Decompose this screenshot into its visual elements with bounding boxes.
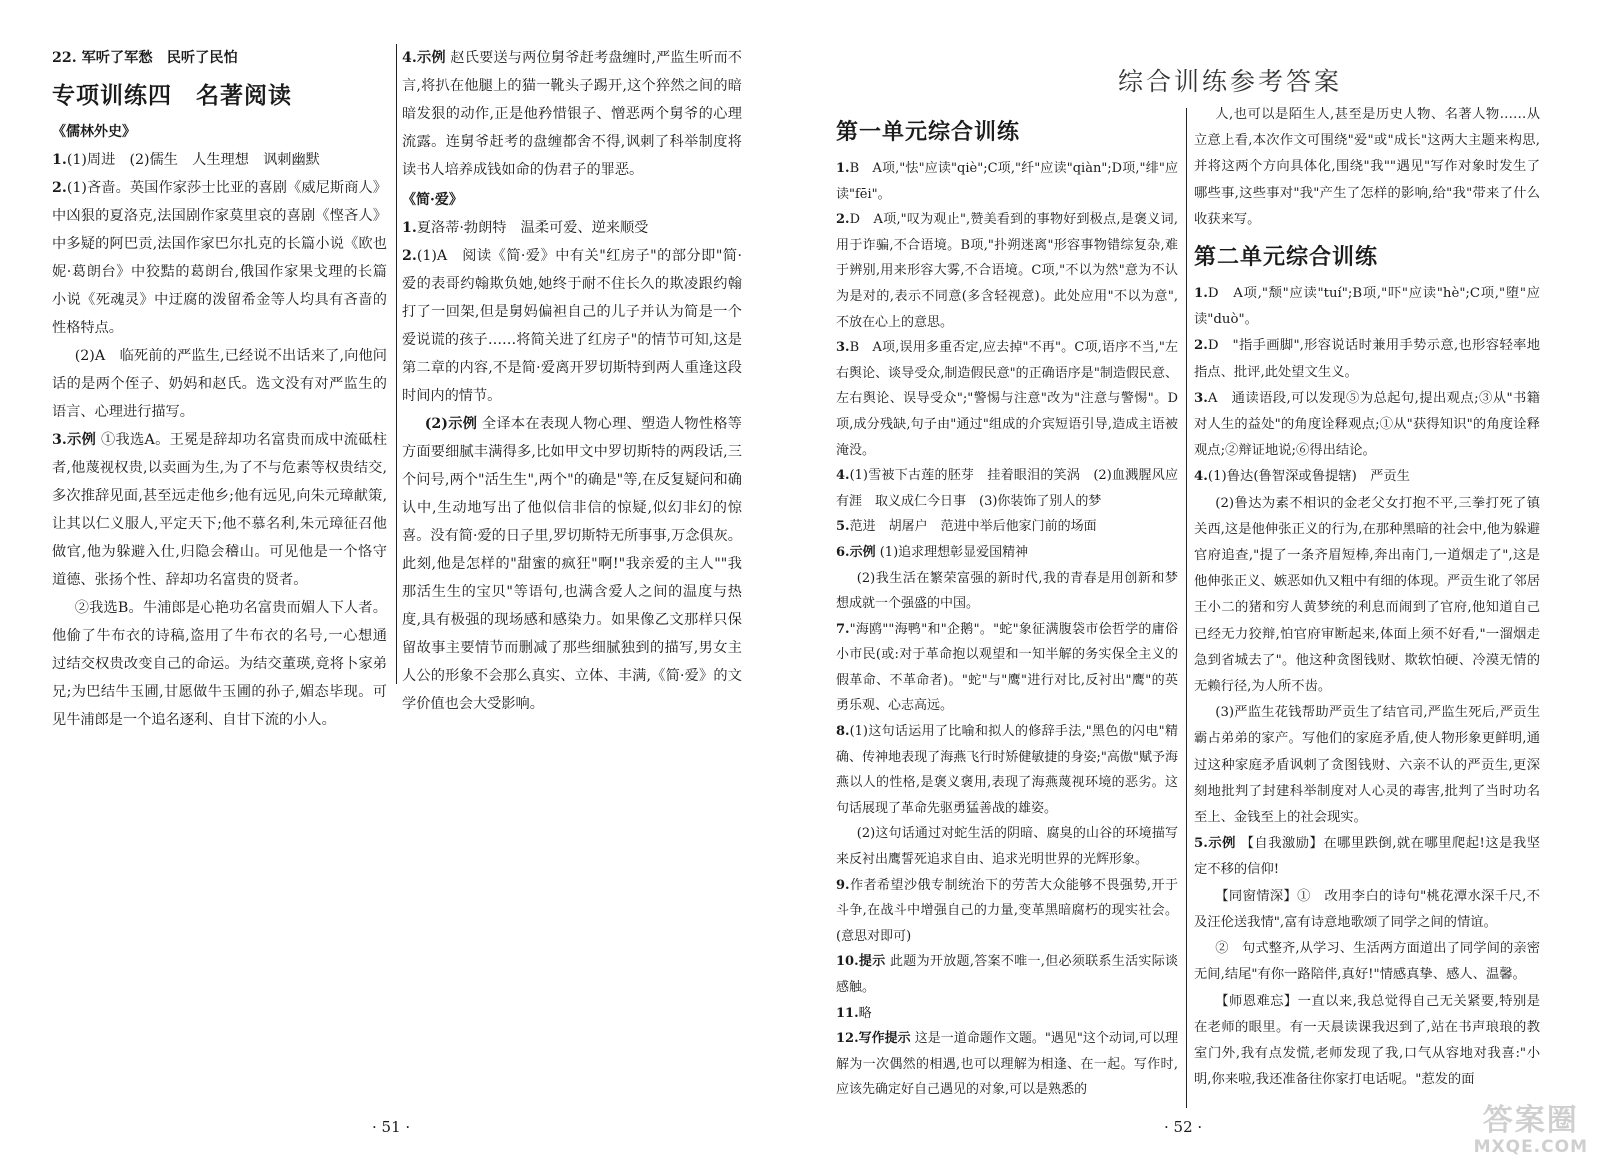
answer-text: (2)鲁达为素不相识的金老父女打抱不平,三拳打死了镇关西,这是他伸张正义的行为,在那种黑暗的社会中,他为躲避官府追查,"提了一条齐眉短棒,奔出南门,一道烟走了",这是他伸张正义、嫉恶如仇又粗中有细的体现。严贡生讹了邻居王小二的猪和穷人黄梦统的利息而闹到了官府,他知道自己已经无力狡辩,怕官府审断起来,体面上须不好看,"一溜烟走急到省城去了"。他这种贪图钱财、欺软怕硬、冷漠无情的无赖行径,为人所不齿。	[1194, 495, 1540, 695]
answer-label: 提示	[858, 954, 886, 970]
answer-item	[836, 335, 1178, 463]
page-title: 综合训练参考答案	[1117, 67, 1342, 96]
answer-text: 夏洛蒂·勃朗特 温柔可爱、逆来顺受	[416, 220, 649, 236]
unit1-heading: 第一单元综合训练	[836, 120, 1021, 145]
answer-number: 4.	[836, 468, 850, 484]
answer-label: 写作提示	[858, 1031, 911, 1047]
answer-22: 22. 军听了军愁 民听了民怕	[52, 50, 238, 66]
answer-number: 4.	[1194, 469, 1208, 485]
answer-item	[1194, 464, 1540, 490]
answer-item	[1194, 831, 1540, 883]
answer-text: ②我选B。牛浦郎是心艳功名富贵而媚人下人者。他偷了牛布衣的诗稿,盗用了牛布衣的名号,一心想通过结交权贵改变自己的命运。为结交董瑛,竟将卜家弟兄;为巴结牛玉圃,甘愿做牛玉圃的孙子,媚态毕现。可见牛浦郎是一个追名逐利、自甘下流的小人。	[52, 600, 387, 728]
answer-text: "海鸥""海鸭"和"企鹅"。"蛇"象征满腹袋市侩哲学的庸俗小市民(或:对于革命抱以观望和一知半解的务实保全主义的假革命、不革命者)。"蛇"与"鹰"进行对比,反衬出"鹰"的英勇乐观、心志高远。	[836, 621, 1178, 714]
page-number-51: · 51 ·	[372, 1118, 411, 1136]
answer-number: 2.	[52, 180, 67, 196]
answer-text: 【同窗情深】① 改用李白的诗句"桃花潭水深千尺,不及汪伦送我情",富有诗意地歌颂了同学之间的情谊。	[1194, 888, 1540, 930]
answer-text: (1)周进 (2)儒生 人生理想 讽刺幽默	[66, 152, 320, 168]
answer-item	[1194, 491, 1540, 701]
answer-text: 全译本在表现人物心理、塑造人物性格等方面要细腻丰满得多,比如甲文中罗切斯特的两段话,三个问号,两个"活生生",两个"的确是"等,在反复疑问和确认中,生动地写出了他似信非信的惊疑,似幻非幻的惊喜。没有简·爱的日子里,罗切斯特无所事事,万念俱灰。此刻,他是怎样的"甜蜜的疯狂"啊!"我亲爱的主人""我那活生生的宝贝"等语句,也满含爱人之间的温度与热度,具有极强的现场感和感染力。如果像乙文那样只保留故事主要情节而删减了那些细腻独到的描写,男女主人公的形象不会那么真实、立体、丰满,《简·爱》的文学价值也会大受影响。	[402, 416, 742, 712]
answer-item	[836, 156, 1178, 207]
answer-item	[836, 1026, 1178, 1103]
answer-label: 示例	[1207, 836, 1236, 852]
answer-number: 8.	[836, 724, 850, 740]
answer-text: (2)这句话通过对蛇生活的阴暗、腐臭的山谷的环境描写来反衬出鹰誓死追求自由、追求光明世界的光辉形象。	[836, 826, 1178, 868]
answer-item	[402, 410, 742, 718]
answer-text: (2)我生活在繁荣富强的新时代,我的青春是用创新和梦想成就一个强盛的中国。	[836, 570, 1178, 612]
answer-item	[1194, 102, 1540, 233]
answer-item	[52, 594, 387, 734]
answer-number: 9.	[836, 877, 850, 893]
answer-number: 3.	[1194, 390, 1208, 406]
answer-number: 11.	[836, 1005, 859, 1021]
p51-col2-answers	[402, 214, 742, 718]
p52-col2-answers	[1194, 281, 1540, 1093]
answer-number: 2.	[836, 212, 850, 228]
answer-text: 作者希望沙俄专制统治下的劳苦大众能够不畏强势,开于斗争,在战斗中增强自己的力量,变革黑暗腐朽的现实社会。(意思对即可)	[836, 877, 1178, 944]
answer-number: 12.	[836, 1031, 859, 1047]
answer-item	[836, 566, 1178, 617]
answer-text: 【自我激励】在哪里跌倒,就在哪里爬起!这是我坚定不移的信仰!	[1194, 836, 1541, 878]
answer-item	[1194, 333, 1540, 385]
subheading-rulin: 《儒林外史》	[52, 124, 136, 140]
page-number-52: · 52 ·	[1164, 1118, 1203, 1136]
answer-item	[836, 540, 1178, 566]
answer-text: ①我选A。王冕是辞却功名富贵而成中流砥柱者,他蔑视权贵,以卖画为生,为了不与危素等权贵结交,多次推辞见面,甚至远走他乡;他有远见,向朱元璋献策,让其以仁义服人,平定天下;他不慕名利,朱元璋征召他做官,他为躲避入仕,归隐会稽山。可见他是一个恪守道德、张扬个性、辞却功名富贵的贤者。	[52, 432, 387, 588]
answer-number: 1.	[52, 152, 67, 168]
p51-col2-answers-top	[402, 44, 742, 184]
answer-item	[1194, 884, 1540, 936]
answer-number: 1.	[1194, 286, 1208, 302]
subheading-jane-eyre: 《简·爱》	[402, 192, 463, 208]
answer-number: 2.	[402, 248, 417, 264]
answer-text: (1)雪被下古莲的胚芽 挂着眼泪的笑涡 (2)血溅腥风应有涯 取义成仁今日事 (3)你装饰了别人的梦	[836, 468, 1178, 509]
answer-label: (2)示例	[424, 416, 478, 432]
answer-text: (1)这句话运用了比喻和拟人的修辞手法,"黑色的闪电"精确、传神地表现了海燕飞行时矫健敏捷的身姿;"高傲"赋予海燕以人的性格,是褒义褒用,表现了海燕蔑视环境的恶劣。这句话展现了革命先驱勇猛善战的雄姿。	[836, 724, 1178, 816]
answer-text: 略	[858, 1005, 872, 1021]
answer-item	[1194, 281, 1540, 333]
column-divider-51	[396, 44, 397, 684]
answer-item	[836, 949, 1178, 1000]
answer-text: D "指手画脚",形容说话时兼用手势示意,也形容轻率地指点、批评,此处望文生义。	[1194, 338, 1540, 380]
answer-text: B A项,"怯"应读"qiè";C项,"纤"应读"qiàn";D项,"绯"应读"fēi"。	[836, 161, 1178, 202]
answer-text: ② 句式整齐,从学习、生活两方面道出了同学间的亲密无间,结尾"有你一路陪伴,真好!"情感真挚、感人、温馨。	[1194, 941, 1540, 983]
answer-number: 10.	[836, 954, 859, 970]
p52-col2-answers-top	[1194, 102, 1540, 233]
column-divider-52	[1186, 108, 1187, 1108]
answer-number: 5.	[836, 519, 850, 535]
answer-text: (1)A 阅读《简·爱》中有关"红房子"的部分即"简·爱的表哥约翰欺负她,她终于耐不住长久的欺凌跟约翰打了一回架,但是舅妈偏袒自己的儿子并认为简是一个爱说谎的孩子……将简关进了红房子"的情节可知,这是第二章的内容,不是简·爱离开罗切斯特到两人重逢这段时间内的情节。	[402, 248, 742, 404]
answer-item	[402, 214, 742, 242]
answer-text: B A项,误用多重否定,应去掉"不再"。C项,语序不当,"左右舆论、谈导受众,制造假民意"的正确语序是"制造假民意、左右舆论、误导受众";"警惕与注意"改为"注意与警惕"。D项,成分残缺,句子由"通过"组成的介宾短语引导,造成主语被淹没。	[836, 340, 1178, 458]
answer-text: D A项,"颓"应读"tuí";B项,"吓"应读"hè";C项,"堕"应读"duò"。	[1194, 286, 1540, 328]
answer-number: 2.	[1194, 338, 1208, 354]
answer-text: (1)追求理想彰显爱国精神	[879, 544, 1029, 560]
p51-col1-answers	[52, 146, 387, 734]
answer-item	[1194, 989, 1540, 1094]
answer-text: 人,也可以是陌生人,甚至是历史人物、名著人物……从立意上看,本次作文可围绕"爱"或"成长"这两大主题来构思,并将这两个方向具体化,围绕"我""遇见"写作对象时发生了哪些事,这些事对"我"产生了怎样的影响,给"我"带来了什么收获来写。	[1194, 107, 1540, 227]
answer-item	[402, 242, 742, 410]
answer-number: 5.	[1194, 836, 1208, 852]
answer-item	[52, 342, 387, 426]
answer-number: 1.	[402, 220, 417, 236]
answer-number: 4.	[402, 50, 417, 66]
answer-item	[52, 174, 387, 342]
answer-text: (1)吝啬。英国作家莎士比亚的喜剧《威尼斯商人》中凶狠的夏洛克,法国剧作家莫里哀的喜剧《悭吝人》中多疑的阿巴贡,法国作家巴尔扎克的长篇小说《欧也妮·葛朗台》中狡黠的葛朗台,俄国作家果戈理的长篇小说《死魂灵》中迂腐的泼留希金等人均具有吝啬的性格特点。	[52, 180, 387, 336]
answer-item	[836, 463, 1178, 514]
answer-text: 【师恩难忘】一直以来,我总觉得自己无关紧要,特别是在老师的眼里。有一天晨读课我迟到了,站在书声琅琅的教室门外,我有点发慌,老师发现了我,口气从容地对我喜:"小明,你来啦,我还准备往你家打电话呢。"惹发的面	[1194, 993, 1540, 1088]
answer-item	[836, 1001, 1178, 1027]
answer-text: (1)鲁达(鲁智深或鲁提辖) 严贡生	[1207, 469, 1410, 485]
answer-number: 1.	[836, 161, 850, 176]
answer-item	[836, 719, 1178, 821]
answer-text: 赵氏要送与两位舅爷赶考盘缠时,严监生听而不言,将扒在他腿上的猫一靴头子踢开,这个猝然之间的暗暗发狠的动作,正是他矜惜银子、憎恶两个舅爷的心理流露。连舅爷赶考的盘缠都舍不得,讽刺了科举制度将读书人培养成钱如命的伪君子的罪恶。	[402, 50, 742, 178]
watermark-logo	[1474, 1104, 1588, 1156]
answer-item	[402, 44, 742, 184]
answer-text: D A项,"叹为观止",赞美看到的事物好到极点,是褒义词,用于诈骗,不合语境。B项,"扑朔迷离"形容事物错综复杂,难于辨别,用来形容大雾,不合语境。C项,"不以为然"意为不认为是对的,表示不同意(多含轻视意)。此处应用"不以为意",不放在心上的意思。	[836, 212, 1178, 330]
answer-number: 6.	[836, 544, 850, 560]
answer-label: 示例	[416, 50, 446, 66]
answer-text: 这是一道命题作文题。"遇见"这个动词,可以理解为一次偶然的相遇,也可以理解为相逢、在一起。写作时,应该先确定好自己遇见的对象,可以是熟悉的	[836, 1031, 1178, 1098]
answer-item	[836, 873, 1178, 950]
answer-number: 3.	[52, 432, 67, 448]
answer-label: 示例	[849, 544, 876, 560]
answer-item	[1194, 386, 1540, 465]
answer-label: 示例	[66, 432, 97, 448]
watermark-cn: 答案圈	[1482, 1103, 1579, 1138]
section-heading-famous-works: 专项训练四 名著阅读	[52, 83, 292, 109]
answer-text: (3)严监生花钱帮助严贡生了结官司,严监生死后,严贡生霸占弟弟的家产。写他们的家庭矛盾,使人物形象更鲜明,通过这种家庭矛盾讽刺了贪图钱财、六亲不认的严贡生,更深刻地批判了封建科举制度对人心灵的毒害,批判了当时功名至上、金钱至上的社会现实。	[1194, 705, 1540, 826]
p52-col1-answers	[836, 156, 1178, 1103]
p51-col1	[52, 44, 387, 734]
unit2-heading: 第二单元综合训练	[1194, 245, 1379, 271]
answer-text: (2)A 临死前的严监生,已经说不出话来了,向他问话的是两个侄子、奶妈和赵氏。选文没有对严监生的语言、心理进行描写。	[52, 348, 387, 420]
answer-item	[836, 514, 1178, 540]
answer-text: 范进 胡屠户 范进中举后他家门前的场面	[849, 519, 1097, 535]
answer-item	[836, 821, 1178, 872]
answer-text: 此题为开放题,答案不唯一,但必须联系生活实际谈感触。	[836, 954, 1178, 995]
answer-item	[836, 617, 1178, 719]
answer-text: A 通读语段,可以发现⑤为总起句,提出观点;③从"书籍对人生的益处"的角度诠释观点;①从"获得知识"的角度诠释观点;②辩证地说;⑥得出结论。	[1194, 390, 1540, 459]
p51-col2	[402, 44, 742, 718]
p52-col2	[1194, 102, 1540, 1093]
answer-item	[1194, 700, 1540, 831]
p52-col1	[836, 110, 1178, 1103]
answer-item	[52, 426, 387, 594]
answer-item	[836, 207, 1178, 335]
answer-number: 7.	[836, 621, 850, 637]
watermark-en: MXQE.COM	[1473, 1137, 1588, 1157]
answer-item	[52, 146, 387, 174]
answer-number: 3.	[836, 340, 850, 356]
answer-item	[1194, 936, 1540, 988]
